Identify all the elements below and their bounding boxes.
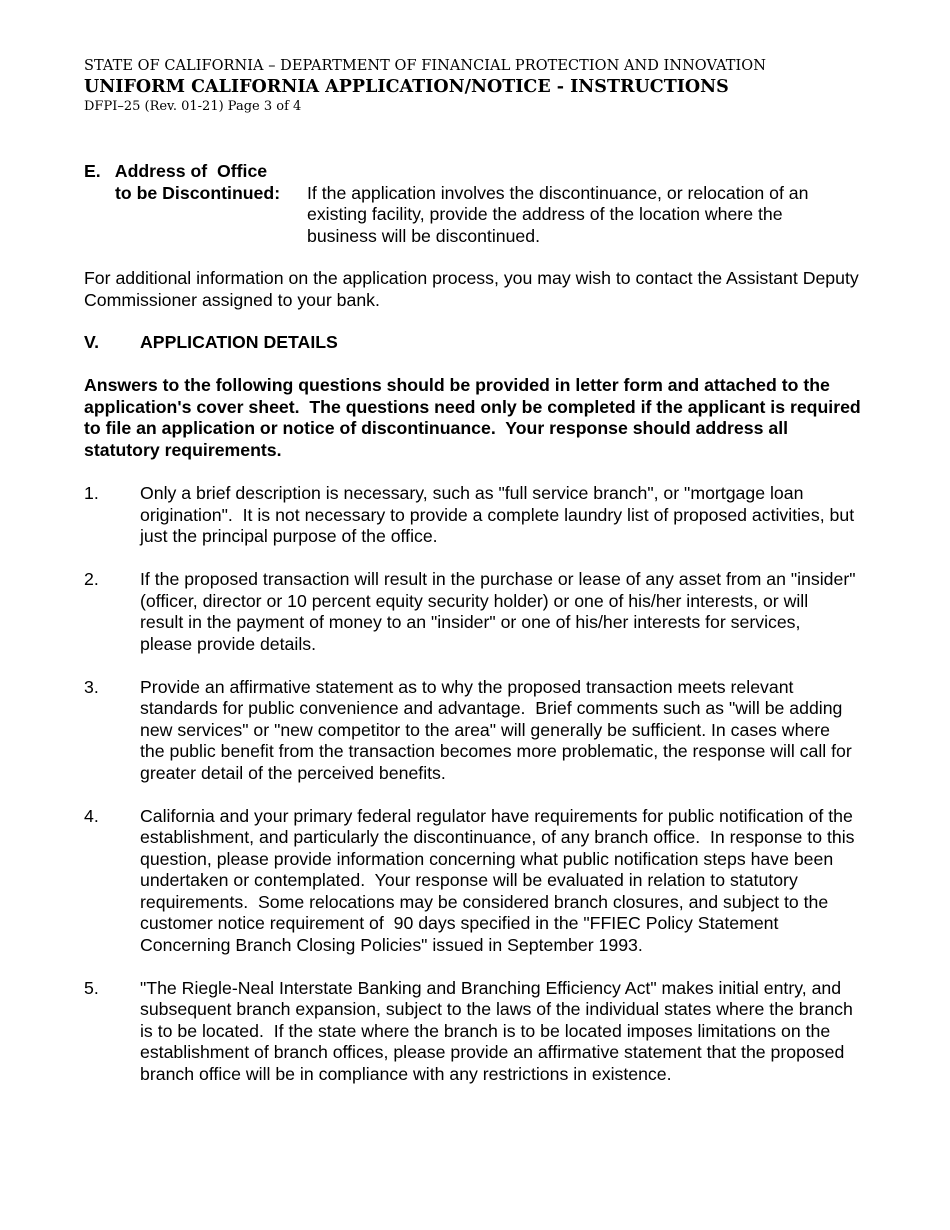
contact-note: For additional information on the application process, you may wish to contact the Assistant Deputy Commissioner assigned to your bank. — [84, 268, 859, 310]
section-e-sublabel: to be Discontinued: — [115, 182, 281, 203]
question-number: 3. — [84, 676, 99, 697]
page-header — [84, 56, 766, 116]
question-text: Provide an affirmative statement as to why the proposed transaction meets relevant standards for public convenience and advantage. Brief comments such as "will be adding new services" or "new competitor to the area" will generally be sufficient. In cases where the public benefit from the transaction becomes more problematic, the response will call for greater detail of the perceived benefits. — [140, 676, 857, 783]
question-text: Only a brief description is necessary, such as "full service branch", or "mortgage loan origination". It is not necessary to provide a complete laundry list of proposed activities, but just the principal purpose of the office. — [140, 483, 860, 546]
question-list — [84, 483, 864, 1107]
section-e-description: If the application involves the discontinuance, or relocation of an existing facility, provide the address of the location where the business will be discontinued. — [307, 182, 809, 246]
list-item — [84, 806, 864, 957]
list-item — [84, 978, 864, 1086]
list-item — [84, 677, 864, 785]
question-number: 2. — [84, 569, 99, 589]
form-id: DFPI–25 (Rev. 01-21) Page 3 of 4 — [84, 99, 302, 114]
question-text: "The Riegle-Neal Interstate Banking and Branching Efficiency Act" makes initial entry, and subsequent branch expansion, subject to the laws of the individual states where the branch is to be located. If the state where the branch is to be located imposes limitations on the establishment of branch offices, please provide an affirmative statement that the proposed branch office will be in compliance with any restrictions in existence. — [140, 977, 858, 1084]
question-text: If the proposed transaction will result in the purchase or lease of any asset from an "insider" (officer, director or 10 percent equity security holder) or one of his/her interests, or will result in the payment of money to an "insider" or one of his/her interests for services, please provide details. — [140, 569, 861, 654]
list-item — [84, 483, 864, 548]
question-number: 1. — [84, 483, 99, 503]
question-text: California and your primary federal regulator have requirements for public notification of the establishment, and particularly the discontinuance, of any branch office. In response to this question, please provide information concerning what public notification steps have been undertaken or contemplated. Your response will be evaluated in relation to statutory requirements. Some relocations may be considered branch closures, and subject to the customer notice requirement of 90 days specified in the "FFIEC Policy Statement Concerning Branch Closing Policies" issued in September 1993. — [140, 805, 860, 955]
section-e-row — [84, 183, 864, 248]
section-e-heading: E. Address of Office — [84, 161, 268, 181]
agency-name: STATE OF CALIFORNIA – DEPARTMENT OF FINANCIAL PROTECTION AND INNOVATION — [84, 58, 766, 74]
section-v-heading — [84, 332, 338, 354]
section-v-number: V. — [84, 332, 100, 352]
section-v-title: APPLICATION DETAILS — [140, 332, 338, 352]
question-number: 5. — [84, 977, 99, 998]
question-number: 4. — [84, 805, 99, 826]
section-v-instructions: Answers to the following questions should be provided in letter form and attached to the application's cover sheet. The questions need only be completed if the applicant is required to file an application or notice of discontinuance. Your response should address all statutory requirements. — [84, 375, 866, 460]
list-item — [84, 569, 864, 655]
form-title: UNIFORM CALIFORNIA APPLICATION/NOTICE - INSTRUCTIONS — [84, 77, 729, 97]
section-e — [84, 161, 864, 247]
